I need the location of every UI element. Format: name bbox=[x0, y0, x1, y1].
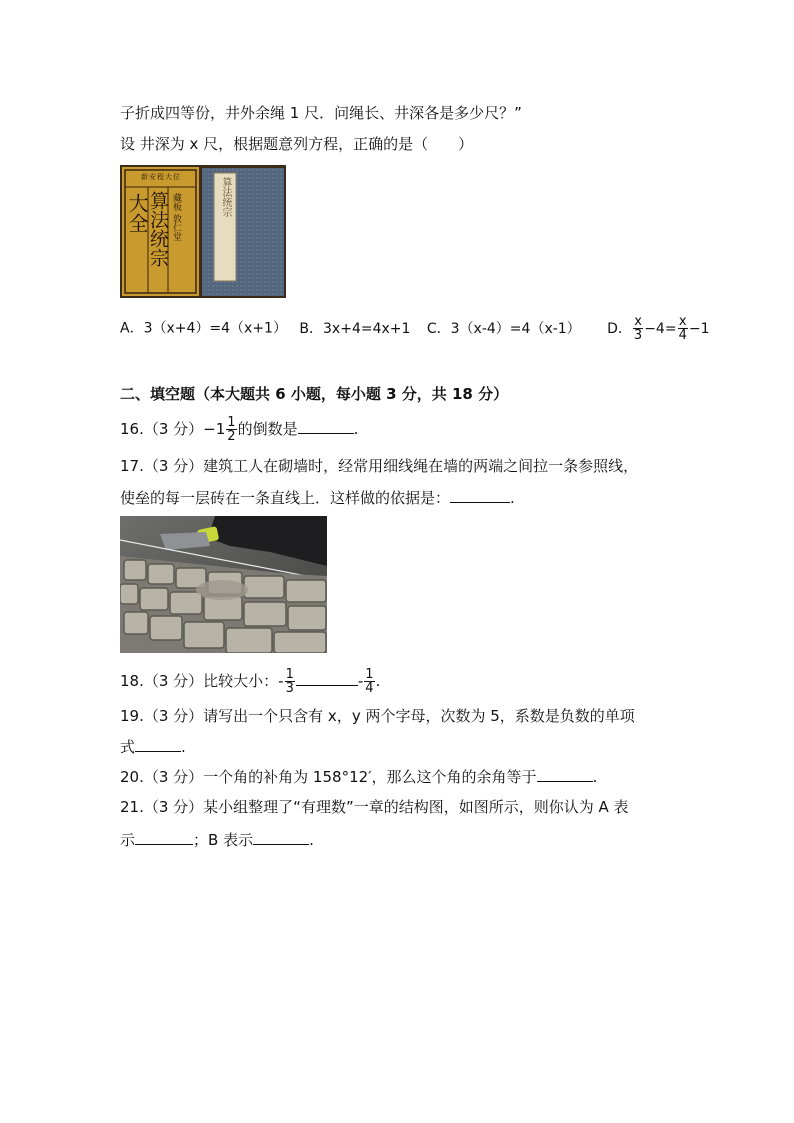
option-c: C．3（x-4）=4（x-1） bbox=[426, 320, 581, 337]
q16 bbox=[120, 414, 358, 444]
book-spine-label: 算法统宗 bbox=[220, 177, 231, 217]
book-cover-bottom-text: 藏板 敦仁堂 bbox=[171, 193, 181, 241]
q15-options bbox=[120, 315, 710, 342]
q21-answer-blank-b[interactable] bbox=[253, 830, 309, 845]
q19-line1: 19.（3 分）请写出一个只含有 x，y 两个字母，次数为 5，系数是负数的单项 bbox=[120, 707, 635, 725]
frac-denominator: 3 bbox=[285, 681, 294, 696]
frac-denominator: 2 bbox=[227, 429, 236, 444]
q21-line2-prefix: 示 bbox=[120, 831, 136, 849]
q21-answer-blank-a[interactable] bbox=[135, 830, 193, 845]
q19-line2 bbox=[120, 737, 186, 757]
q15-text-line1: 子折成四等份，井外余绳 1 尺．问绳长、井深各是多少尺？” bbox=[120, 104, 522, 122]
brick-wall-illustration bbox=[120, 516, 327, 653]
book-cover-left-text: 大全 bbox=[125, 193, 149, 233]
q16-end: . bbox=[353, 420, 359, 438]
option-a: A．3（x+4）=4（x+1） bbox=[120, 320, 287, 337]
option-b: B．3x+4=4x+1 bbox=[299, 320, 411, 337]
q21-line2 bbox=[120, 830, 314, 850]
q18 bbox=[120, 664, 380, 698]
book-cover-small-text: 新安程大位 bbox=[141, 173, 181, 181]
q18-frac1 bbox=[285, 668, 295, 695]
option-d-frac1 bbox=[633, 315, 643, 342]
frac-numerator: x bbox=[634, 314, 642, 329]
q20-end: . bbox=[592, 768, 598, 786]
section-heading: 二、填空题（本大题共 6 小题，每小题 3 分，共 18 分） bbox=[120, 385, 509, 403]
q21-line1: 21.（3 分）某小组整理了“有理数”一章的结构图，如图所示，则你认为 A 表 bbox=[120, 798, 629, 816]
frac-numerator: 1 bbox=[365, 667, 374, 682]
q18-prefix: 18.（3 分）比较大小： bbox=[120, 672, 279, 690]
q20 bbox=[120, 767, 597, 787]
q15-text-line2: 设 井深为 x 尺，根据题意列方程，正确的是（ ） bbox=[120, 135, 474, 153]
q17-end: . bbox=[510, 489, 515, 507]
q18-minus2: - bbox=[357, 672, 364, 690]
q18-minus1: - bbox=[278, 672, 284, 690]
q16-prefix: 16.（3 分） bbox=[120, 420, 204, 438]
q18-end: . bbox=[375, 672, 381, 690]
option-d-prefix: D． bbox=[607, 320, 632, 337]
frac-denominator: 4 bbox=[678, 328, 687, 343]
q18-answer-blank[interactable] bbox=[296, 671, 358, 686]
q17-line2 bbox=[120, 488, 515, 508]
q21-line2-mid: ；B 表示 bbox=[193, 831, 254, 849]
q16-suffix: 的倒数是 bbox=[237, 420, 298, 438]
frac-numerator: 1 bbox=[285, 667, 294, 682]
q16-neg-whole: −1 bbox=[203, 420, 226, 438]
q16-answer-blank[interactable] bbox=[298, 419, 354, 434]
frac-denominator: 4 bbox=[365, 681, 374, 696]
brick-wall-image bbox=[120, 516, 327, 653]
q19-answer-blank[interactable] bbox=[135, 737, 181, 752]
q18-frac2 bbox=[364, 668, 374, 695]
q17-answer-blank[interactable] bbox=[450, 488, 510, 503]
option-d-frac2 bbox=[678, 315, 688, 342]
option-d-mid: −4= bbox=[644, 320, 677, 337]
book-image bbox=[120, 165, 286, 298]
option-d-suffix: −1 bbox=[688, 320, 710, 337]
frac-denominator: 3 bbox=[633, 328, 643, 343]
book-cover-title: 算法统宗 bbox=[147, 191, 169, 267]
option-d bbox=[607, 314, 710, 343]
q17-line2-text: 使垒的每一层砖在一条直线上．这样做的依据是： bbox=[120, 489, 451, 507]
frac-numerator: x bbox=[678, 314, 687, 329]
q19-end: . bbox=[181, 738, 186, 756]
q17-line1: 17.（3 分）建筑工人在砌墙时，经常用细线绳在墙的两端之间拉一条参照线， bbox=[120, 457, 639, 475]
q20-answer-blank[interactable] bbox=[537, 767, 593, 782]
q19-line2-text: 式 bbox=[120, 738, 136, 756]
frac-numerator: 1 bbox=[227, 415, 236, 430]
q20-text: 20.（3 分）一个角的补角为 158°12′，那么这个角的余角等于 bbox=[120, 768, 537, 786]
q16-frac bbox=[226, 416, 236, 443]
q21-end: . bbox=[309, 831, 314, 849]
